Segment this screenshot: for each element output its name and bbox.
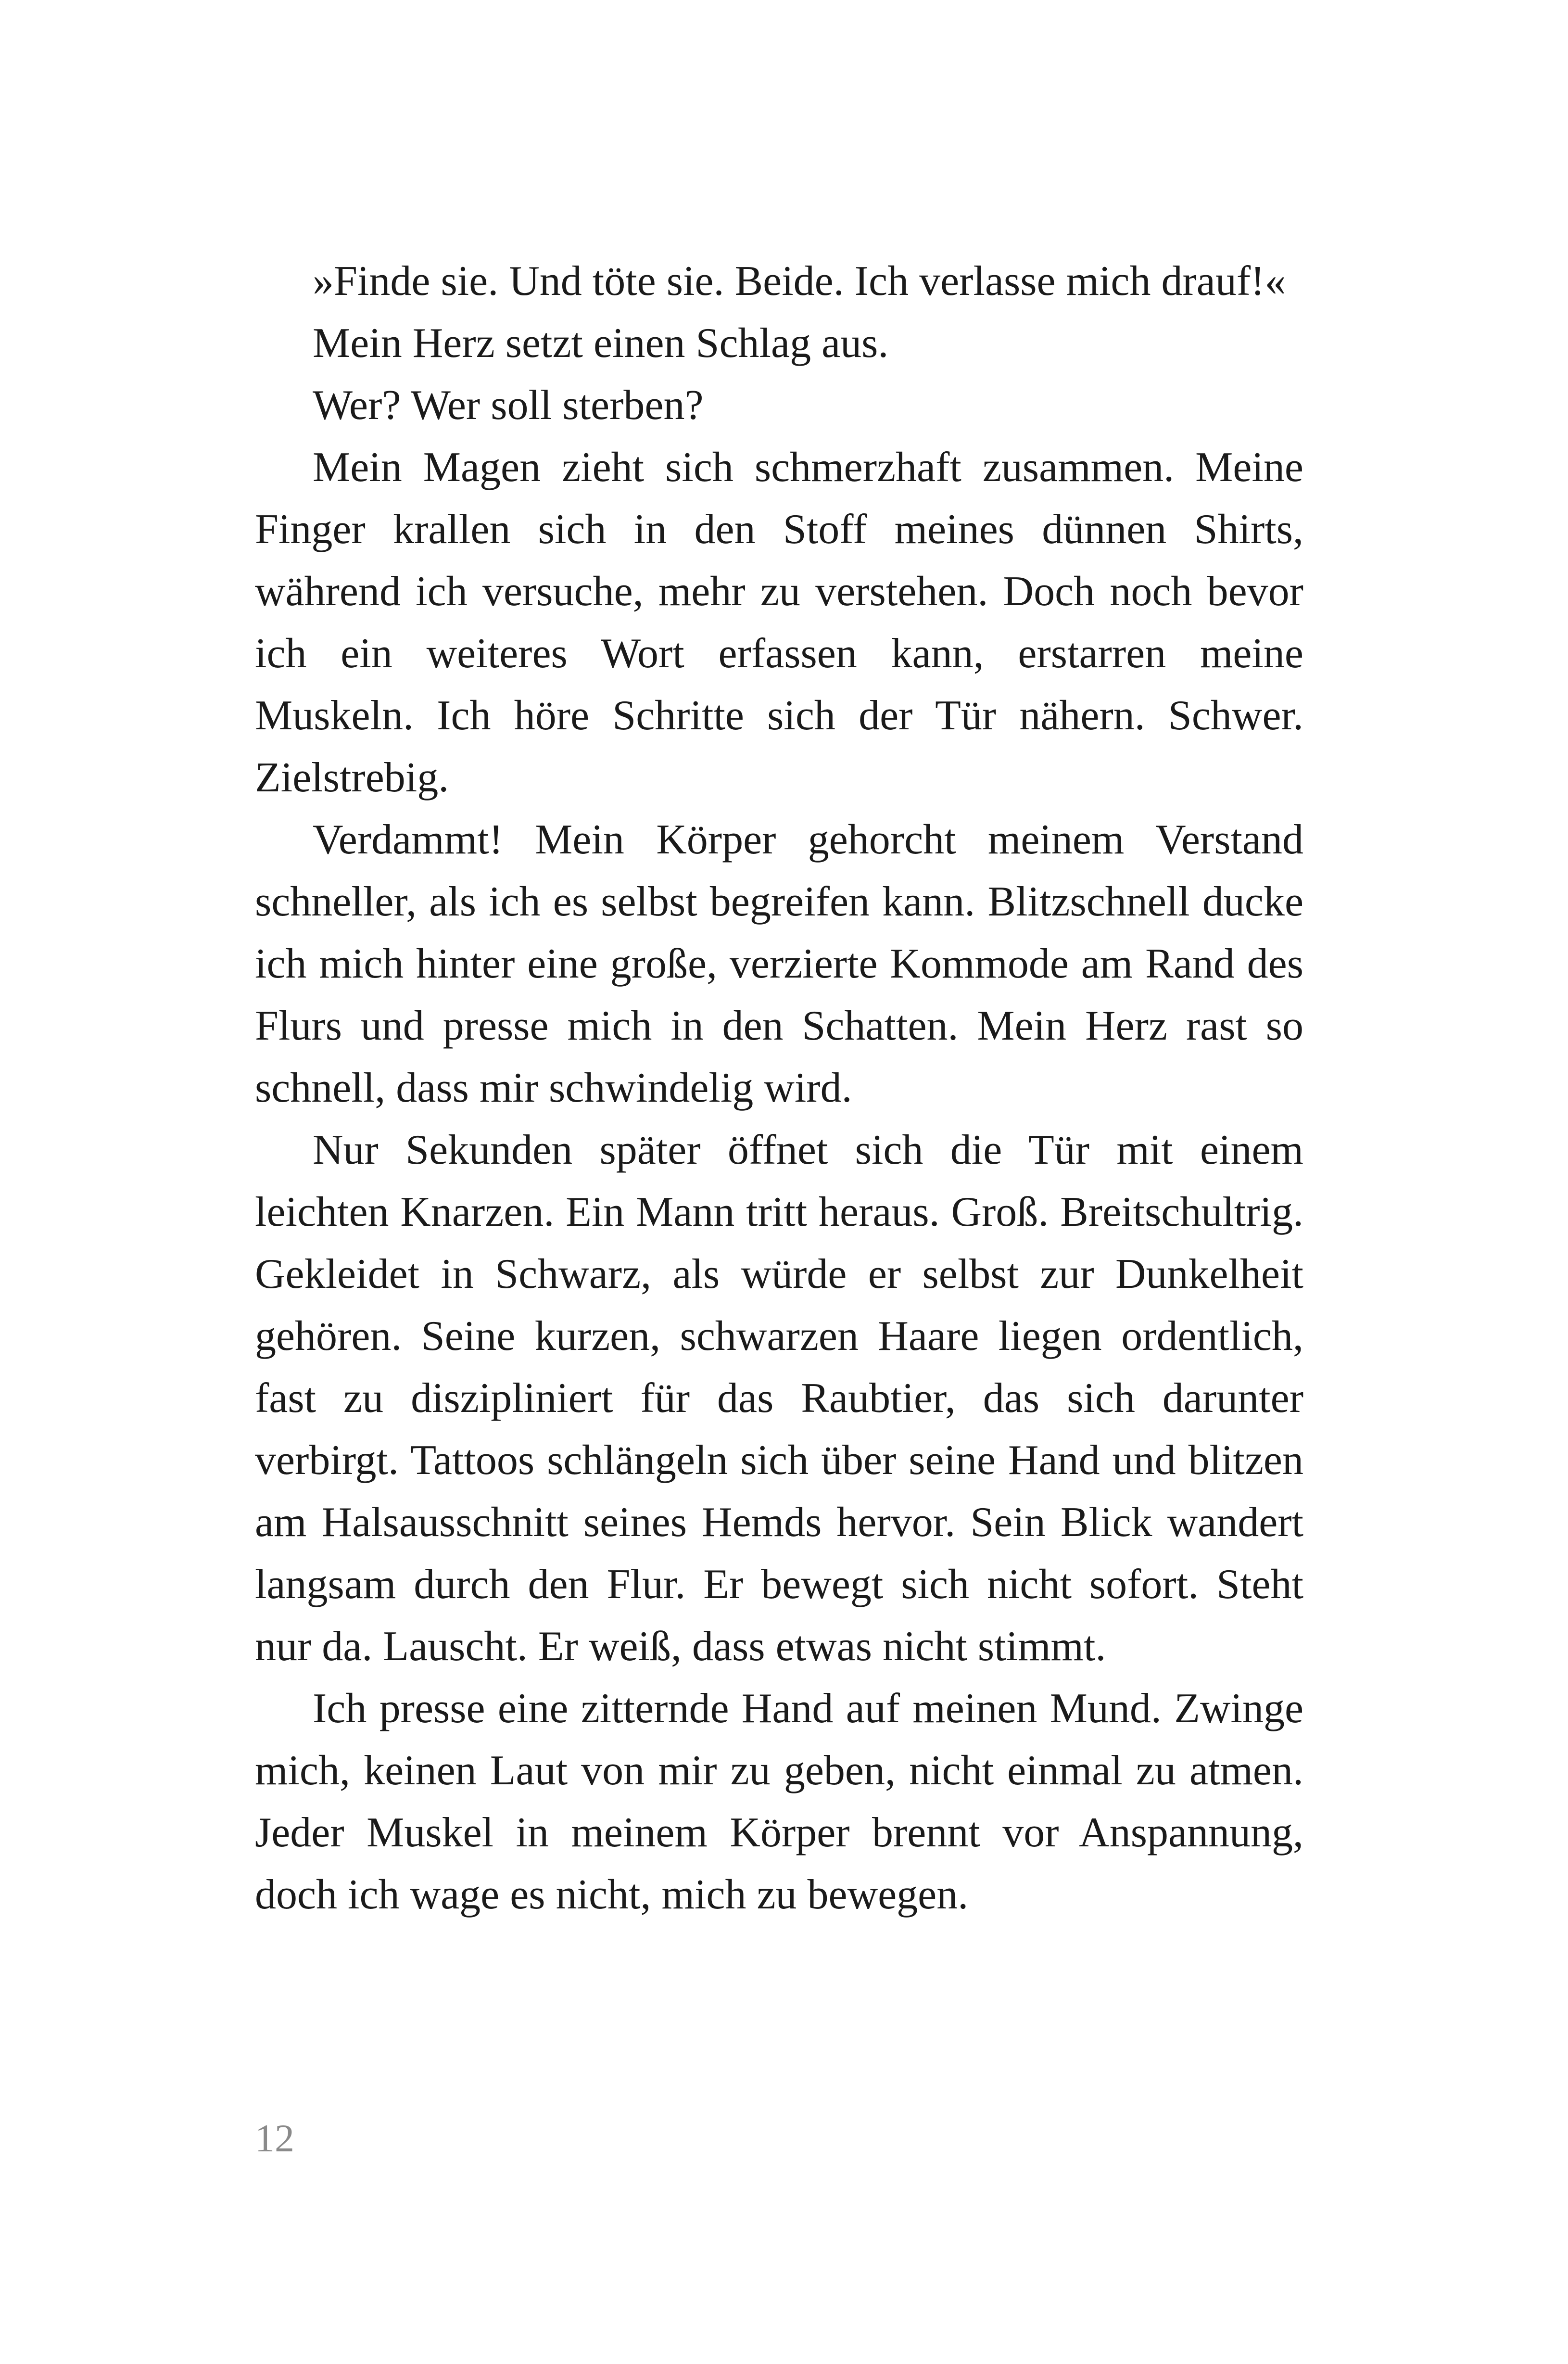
paragraph: Mein Magen zieht sich schmerzhaft zusammen. Meine Finger krallen sich in den Stoff meines dünnen Shirts, während ich versuche, mehr zu verstehen. Doch noch bevor ich ein weiteres Wort erfassen kann, erstarren meine Muskeln. Ich höre Schritte sich der Tür nähern. Schwer. Zielstrebig. (255, 444, 1303, 801)
page-number: 12 (255, 2116, 294, 2160)
paragraph: Nur Sekunden später öffnet sich die Tür mit einem leichten Knarzen. Ein Mann tritt heraus. Groß. Breitschultrig. Gekleidet in Schwarz, als würde er selbst zur Dunkelheit gehören. Seine kurzen, schwarzen Haare liegen ordentlich, fast zu diszipliniert für das Raubtier, das sich darunter verbirgt. Tattoos schlängeln sich über seine Hand und blitzen am Halsausschnitt seines Hemds hervor. Sein Blick wandert langsam durch den Flur. Er bewegt sich nicht sofort. Steht nur da. Lauscht. Er weiß, dass etwas nicht stimmt. (255, 1127, 1303, 1670)
paragraph: »Finde sie. Und töte sie. Beide. Ich verlasse mich drauf!« (313, 258, 1286, 305)
paragraph: Mein Herz setzt einen Schlag aus. (313, 320, 889, 367)
paragraph: Wer? Wer soll sterben? (313, 382, 704, 429)
paragraph: Verdammt! Mein Körper gehorcht meinem Verstand schneller, als ich es selbst begreifen kann. Blitzschnell ducke ich mich hinter eine große, verzierte Kommode am Rand des Flurs und presse mich in den Schatten. Mein Herz rast so schnell, dass mir schwindelig wird. (255, 816, 1303, 1111)
paragraph: Ich presse eine zitternde Hand auf meinen Mund. Zwinge mich, keinen Laut von mir zu geben, nicht einmal zu atmen. Jeder Muskel in meinem Körper brennt vor Anspannung, doch ich wage es nicht, mich zu bewegen. (255, 1685, 1303, 1918)
body-text (255, 250, 1303, 1926)
